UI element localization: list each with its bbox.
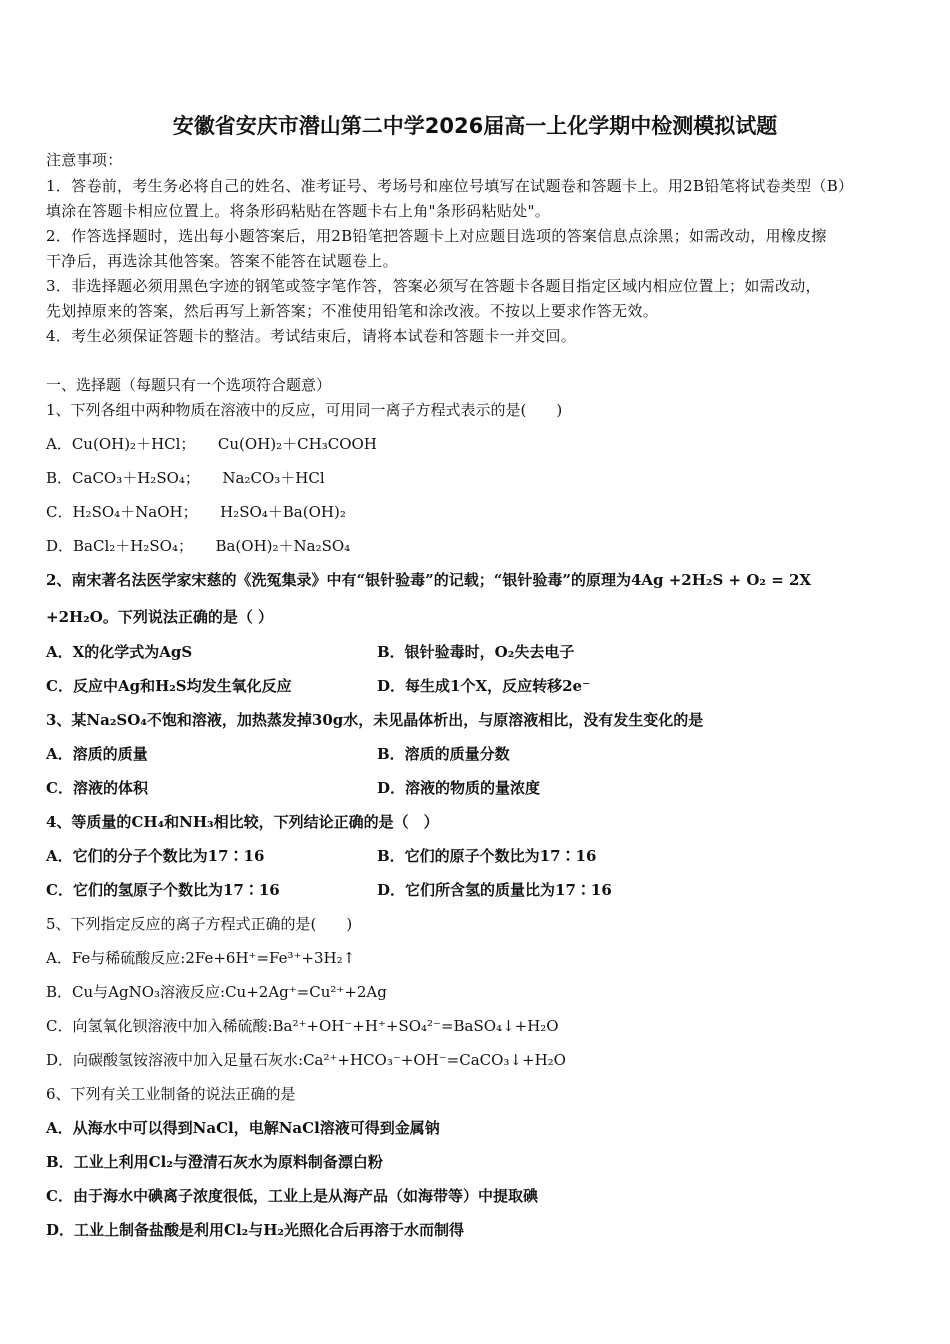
question-3-option-c: C．溶液的体积 [46,779,148,797]
question-5-stem: 5、下列指定反应的离子方程式正确的是( ) [46,915,353,933]
question-6-option-c: C．由于海水中碘离子浓度很低，工业上是从海产品（如海带等）中提取碘 [46,1187,538,1205]
question-5-option-d: D．向碳酸氢铵溶液中加入足量石灰水:Ca²⁺+HCO₃⁻+OH⁻=CaCO₃↓+H₂O [46,1051,566,1069]
notice-heading: 注意事项： [46,151,123,169]
question-6-option-b: B．工业上利用Cl₂与澄清石灰水为原料制备漂白粉 [46,1153,383,1171]
page-title: 安徽省安庆市潜山第二中学2026届高一上化学期中检测模拟试题 [172,114,778,138]
question-4-option-c: C．它们的氢原子个数比为17∶16 [46,881,280,899]
question-3-stem: 3、某Na₂SO₄不饱和溶液，加热蒸发掉30g水，未见晶体析出，与原溶液相比，没有发生变化的是 [46,711,704,729]
notice-line: 2．作答选择题时，选出每小题答案后，用2B铅笔把答题卡上对应题目选项的答案信息点涂黑；如需改动，用橡皮擦 [46,227,827,245]
question-2-stem: 2、南宋著名法医学家宋慈的《洗冤集录》中有“银针验毒”的记载；“银针验毒”的原理为4Ag +2H₂S + O₂ = 2X [46,571,812,589]
question-1-stem: 1、下列各组中两种物质在溶液中的反应，可用同一离子方程式表示的是( ) [46,401,563,419]
question-5-option-b: B．Cu与AgNO₃溶液反应:Cu+2Ag⁺=Cu²⁺+2Ag [46,983,387,1001]
question-4-option-d: D．它们所含氢的质量比为17∶16 [377,881,612,899]
question-2-option-b: B．银针验毒时，O₂失去电子 [377,643,575,661]
question-2-option-a: A．X的化学式为AgS [46,643,193,661]
notice-line: 干净后，再选涂其他答案。答案不能答在试题卷上。 [46,252,398,270]
notice-line: 4．考生必须保证答题卡的整洁。考试结束后，请将本试卷和答题卡一并交回。 [46,327,577,345]
question-3-option-b: B．溶质的质量分数 [377,745,510,763]
notice-line: 先划掉原来的答案，然后再写上新答案；不准使用铅笔和涂改液。不按以上要求作答无效。 [46,302,659,320]
question-2-option-c: C．反应中Ag和H₂S均发生氧化反应 [46,677,292,695]
notice-line: 3．非选择题必须用黑色字迹的钢笔或签字笔作答，答案必须写在答题卡各题目指定区域内相应位置上；如需改动， [46,277,821,295]
question-1-option-d: D．BaCl₂＋H₂SO₄； Ba(OH)₂＋Na₂SO₄ [46,537,351,555]
question-6-option-d: D．工业上制备盐酸是利用Cl₂与H₂光照化合后再溶于水而制得 [46,1221,464,1239]
notice-line: 填涂在答题卡相应位置上。将条形码粘贴在答题卡右上角"条形码粘贴处"。 [46,202,551,220]
question-5-option-c: C．向氢氧化钡溶液中加入稀硫酸:Ba²⁺+OH⁻+H⁺+SO₄²⁻=BaSO₄↓+H₂O [46,1017,559,1035]
question-3-option-a: A．溶质的质量 [46,745,148,763]
section-heading: 一、选择题（每题只有一个选项符合题意） [46,376,332,394]
question-3-option-d: D．溶液的物质的量浓度 [377,779,541,797]
question-4-option-b: B．它们的原子个数比为17∶16 [377,847,597,865]
question-6-stem: 6、下列有关工业制备的说法正确的是 [46,1085,296,1103]
question-2-option-d: D．每生成1个X，反应转移2e⁻ [377,677,590,695]
question-6-option-a: A．从海水中可以得到NaCl，电解NaCl溶液可得到金属钠 [46,1119,440,1137]
notice-line: 1．答卷前，考生务必将自己的姓名、准考证号、考场号和座位号填写在试题卷和答题卡上。用2B铅笔将试卷类型（B） [46,177,854,195]
question-5-option-a: A．Fe与稀硫酸反应:2Fe+6H⁺=Fe³⁺+3H₂↑ [46,949,356,967]
question-1-option-b: B．CaCO₃＋H₂SO₄； Na₂CO₃＋HCl [46,469,325,487]
question-1-option-a: A．Cu(OH)₂＋HCl； Cu(OH)₂＋CH₃COOH [46,435,377,453]
question-2-stem-cont: +2H₂O。下列说法正确的是（ ） [46,608,274,626]
question-1-option-c: C．H₂SO₄＋NaOH； H₂SO₄＋Ba(OH)₂ [46,503,346,521]
question-4-stem: 4、等质量的CH₄和NH₃相比较，下列结论正确的是（ ） [46,813,439,831]
question-4-option-a: A．它们的分子个数比为17∶16 [46,847,265,865]
